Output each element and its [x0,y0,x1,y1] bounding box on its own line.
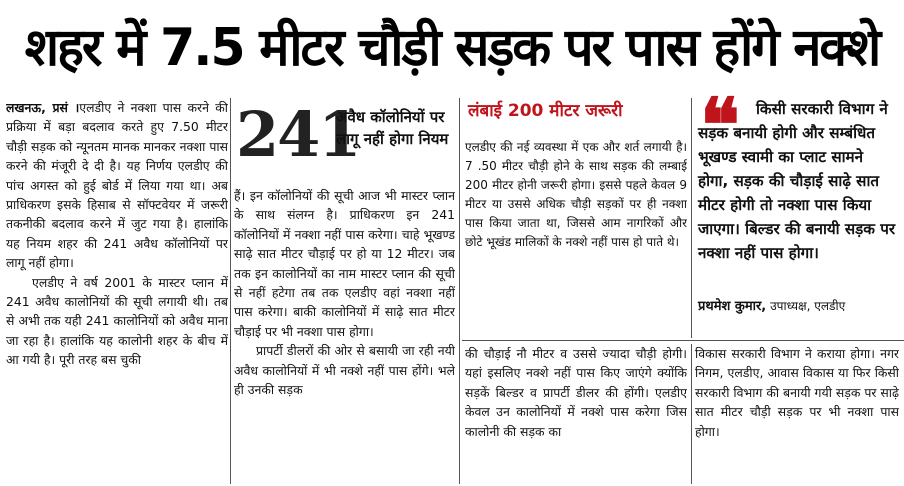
article-column-1 [6,98,228,484]
big-number: 241 [236,98,360,171]
dateline: लखनऊ, प्रसं । [6,100,80,115]
quote-mark-icon: ❝ [700,83,740,169]
article-column-2 [234,186,455,484]
paragraph: हैं। इन कॉलोनियों की सूची आज भी मास्टर प्लान के साथ संलग्न है। प्राधिकरण इन 241 कॉलोनियों में नक्शा नहीं पास करेगा। चाहे भूखण्ड साढ़े सात मीटर चौड़ाई पर हो या 12 मीटर। जब तक इन कालोनियों का नाम मास्टर प्लान की सूची से नहीं हटेगा तब तक एलडीए वहां नक्शा नहीं पास करेगा। बाकी कालोनियों में साढ़े सात मीटर चौड़ाई पर भी नक्शा पास होगा। [234,188,455,339]
paragraph: एलडीए ने वर्ष 2001 के मास्टर प्लान में 241 अवैध कालोनियों की सूची लगायी थी। तब से अभी तक यही 241 कालोनियों को अवैध माना जा रहा है। हालांकि यह कालोनी शहर के बीच में आ गयी है। पूरी तरह बस चुकी [6,274,228,368]
sidebar-241-text: अवैध कॉलोनियों पर लागू नहीं होगा नियम [336,108,449,148]
paragraph-text: एलडीए ने नक्शा पास करने की प्रक्रिया में बड़ा बदलाव करते हुए 7.50 मीटर चौड़ी सड़क को न्यूनतम मानक मानकर नक्शा पास करने की मंजूरी दे दी है। यह निर्णय एलडीए की पांच अगस्त को हुई बोर्ड में लिया गया था। अब प्राधिकरण इसके हिसाब से सॉफ्टवेयर में जरूरी तकनीकी बदलाव करने में जुट गया है। हालांकि यह नियम शहर की 241 अवैध कॉलोनियों पर लागू नहीं होगा। [6,100,228,271]
section-divider [462,340,904,341]
quote-author: प्रथमेश कुमार, [698,299,767,314]
quote-block [698,83,902,325]
paragraph: प्रापर्टी डीलरों की ओर से बसायी जा रही नयी अवैध कालोनियों में भी नक्शे नहीं पास होंगे। भले ही उनकी सड़क [234,343,455,398]
sidebar-241 [236,98,456,176]
article-column-3: की चौड़ाई नौ मीटर व उससे ज्यादा चौड़ी होगी। यहां इसलिए नक्शे नहीं पास किए जाएंगे क्योंकि सड़कें बिल्डर व प्रापर्टी डीलर की होंगी। एलडीए केवल उन कालोनियों में नक्शे पास करेगा जिस कालोनी की सड़क का [465,346,687,439]
quote-text-wrap [698,97,898,265]
quote-text: किसी सरकारी विभाग ने सड़क बनायी होगी और सम्बंधित भूखण्ड स्वामी का प्लाट सामने होगा, सड़क की चौड़ाई साढ़े सात मीटर होगी तो नक्शा पास किया जाएगा। बिल्डर की बनायी सड़क पर नक्शा नहीं पास होगा। [698,100,896,262]
column-divider [459,98,460,484]
article-column-4: विकास सरकारी विभाग ने कराया होगा। नगर निगम, एलडीए, आवास विकास या फिर किसी सरकारी विभाग की बनायी गयी सड़क पर साढ़े सात मीटर चौड़ी सड़क पर भी नक्शा पास होगा। [695,346,899,439]
column-divider [691,98,692,338]
box-text: एलडीए की नई व्यवस्था में एक और शर्त लगायी है। 7 .50 मीटर चौड़ी होने के साथ सड़क की लम्बाई 200 मीटर होनी जरूरी होगा। इससे पहले केवल 9 मीटर या उससे अधिक चौड़ी सड़कों पर ही नक्शा पास किया जाता था, जिससे आम नागरिकों और छोटे भूखंड मालिकों के नक्शे नहीं पास हो पाते थे। [465,140,687,249]
quote-attribution [698,296,902,314]
paragraph [6,98,228,273]
column-divider [230,98,231,484]
headline: शहर में 7.5 मीटर चौड़ी सड़क पर पास होंगे नक्शे [24,17,880,78]
box-title: लंबाई 200 मीटर जरूरी [468,101,623,121]
quote-designation: उपाध्यक्ष, एलडीए [770,299,846,313]
column-divider [691,344,692,484]
